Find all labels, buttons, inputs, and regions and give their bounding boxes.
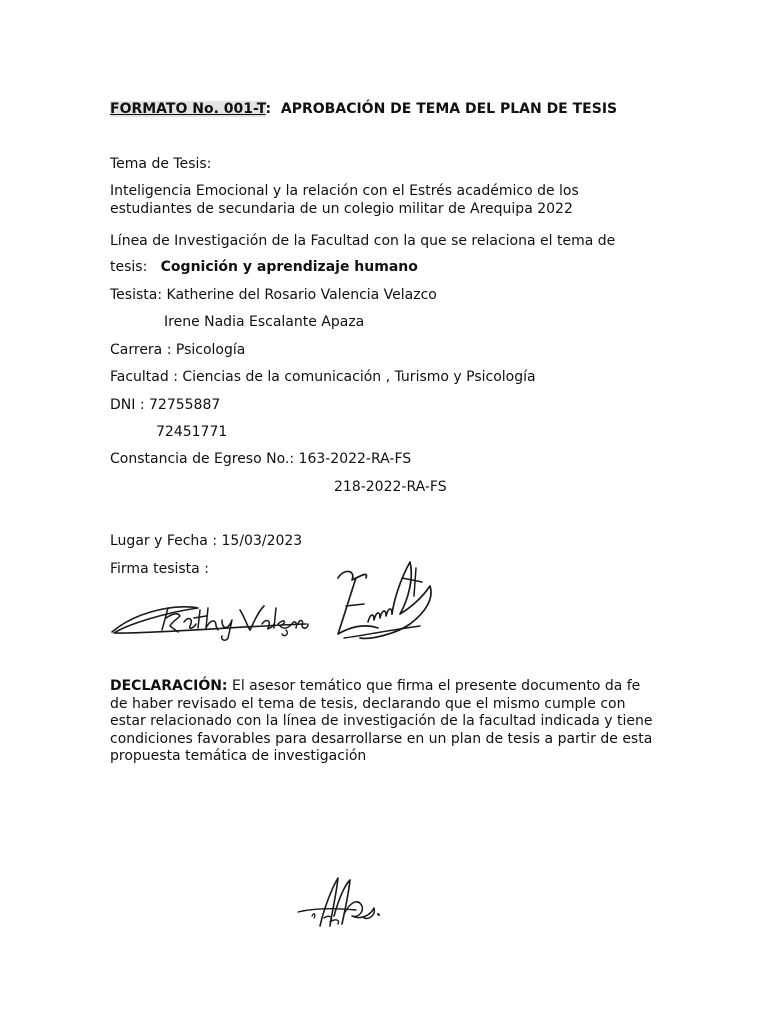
declaration-label: DECLARACIÓN: <box>110 678 228 694</box>
career-label: Carrera : <box>110 342 172 358</box>
place-date-row <box>110 533 302 550</box>
student-name-1: Katherine del Rosario Valencia Velazco <box>166 287 437 303</box>
research-line-label: Línea de Investigación de la Facultad con la que se relaciona el tema de tesis: <box>110 233 616 275</box>
dni-value-2: 72451771 <box>156 424 228 440</box>
faculty-value: Ciencias de la comunicación , Turismo y Psicología <box>182 369 536 385</box>
dni-value-1: 72755887 <box>149 397 221 413</box>
research-line-value: Cognición y aprendizaje humano <box>160 259 418 275</box>
career-value: Psicología <box>175 342 246 358</box>
faculty-label: Facultad : <box>110 369 178 385</box>
dni-label: DNI : <box>110 397 145 413</box>
faculty-row <box>110 369 536 386</box>
career-row <box>110 342 245 359</box>
document-title: APROBACIÓN DE TEMA DEL PLAN DE TESIS <box>280 101 618 117</box>
students-label: Tesista: <box>110 287 163 303</box>
thesis-label: Tema de Tesis: <box>110 156 212 172</box>
thesis-topic: Inteligencia Emocional y la relación con el Estrés académico de los estudiantes de secundaria de un colegio militar de Arequipa 2022 <box>110 183 579 217</box>
declaration-text: El asesor temático que firma el presente documento da fe de haber revisado el tema de tesis, declarando que el mismo cumple con estar relacionado con la línea de investigación de la facultad indicada y tiene condiciones favorables para desarrollarse en un plan de tesis a partir de esta propuesta temática de investigación <box>110 678 653 764</box>
header-colon: : <box>265 101 272 117</box>
place-date-value: 15/03/2023 <box>221 533 303 549</box>
egress-value-1: 163-2022-RA-FS <box>298 451 412 467</box>
dni-row <box>110 397 220 414</box>
format-code: FORMATO No. 001-T <box>110 101 266 117</box>
students-row <box>110 287 437 304</box>
signature-label: Firma tesista : <box>110 561 209 577</box>
research-line <box>110 228 655 280</box>
egress-label: Constancia de Egreso No.: <box>110 451 295 467</box>
student-name-2: Irene Nadia Escalante Apaza <box>164 314 365 330</box>
student-signature-2 <box>330 556 440 652</box>
declaration <box>110 678 655 766</box>
student-signature-1 <box>108 596 313 642</box>
place-date-label: Lugar y Fecha : <box>110 533 218 549</box>
egress-row <box>110 451 411 468</box>
document-header <box>110 101 617 118</box>
egress-value-2: 218-2022-RA-FS <box>334 479 447 495</box>
advisor-signature <box>294 872 386 934</box>
